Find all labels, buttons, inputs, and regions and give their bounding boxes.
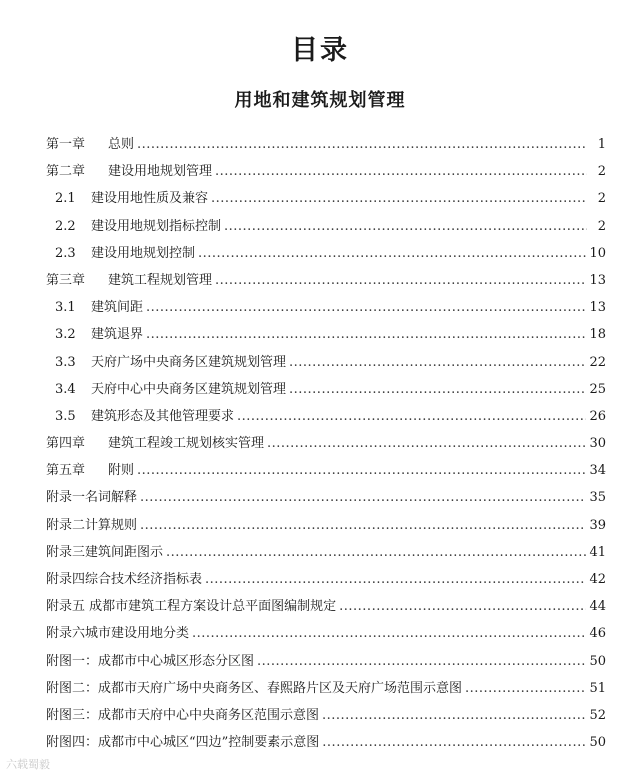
toc-dot-leader — [257, 651, 586, 672]
toc-entry-page: 13 — [589, 272, 606, 288]
toc-entry[interactable] — [46, 134, 606, 161]
toc-entry-label: 建筑形态及其他管理要求 — [91, 408, 235, 424]
toc-entry-number: 第三章 — [46, 272, 86, 288]
page-subtitle: 用地和建筑规划管理 — [234, 90, 406, 111]
toc-entry-page: 18 — [589, 327, 606, 343]
toc-dot-leader — [205, 569, 586, 590]
toc-entry-label: 天府广场中央商务区建筑规划管理 — [91, 354, 287, 370]
toc-entry-label: 附录三建筑间距图示 — [46, 544, 164, 560]
toc-entry-label: 建设用地规划管理 — [108, 164, 213, 180]
toc-entry[interactable] — [46, 460, 606, 487]
toc-dot-leader — [322, 732, 586, 753]
toc-entry[interactable] — [46, 542, 606, 569]
toc-entry-label: 建筑工程竣工规划核实管理 — [108, 436, 265, 452]
toc-entry-label: 建筑工程规划管理 — [108, 272, 213, 288]
toc-dot-leader — [137, 460, 586, 481]
toc-entry[interactable] — [46, 161, 606, 188]
toc-entry-page: 30 — [589, 436, 606, 452]
toc-dot-leader — [137, 134, 587, 155]
page-title: 目录 — [291, 35, 349, 66]
toc-entry-label: 建设用地规划指标控制 — [91, 218, 222, 234]
toc-entry-label: 附图一：成都市中心城区形态分区图 — [46, 653, 255, 669]
watermark-text: 六载蜀毅 — [6, 758, 50, 771]
toc-entry[interactable] — [46, 270, 606, 297]
toc-entry-label: 总则 — [108, 137, 135, 152]
toc-entry-number: 第四章 — [46, 436, 86, 452]
toc-dot-leader — [339, 596, 586, 617]
toc-entry-label: 天府中心中央商务区建筑规划管理 — [91, 381, 287, 397]
toc-entry-label: 附录二计算规则 — [46, 517, 138, 533]
toc-entry-page: 39 — [589, 517, 606, 533]
toc-entry-page: 25 — [589, 381, 606, 397]
toc-entry-number: 2.3 — [55, 245, 76, 261]
toc-entry-label: 建设用地性质及兼容 — [91, 191, 209, 207]
toc-entry-page: 42 — [589, 572, 606, 587]
toc-dot-leader — [192, 623, 586, 644]
toc-entry-number: 第五章 — [46, 463, 86, 479]
toc-entry-number: 3.3 — [55, 354, 76, 370]
toc-dot-leader — [322, 705, 586, 726]
toc-entry[interactable] — [46, 216, 606, 243]
toc-entry[interactable] — [46, 705, 606, 732]
toc-entry-page: 52 — [589, 707, 606, 723]
toc-entry-page: 35 — [589, 490, 606, 506]
toc-entry[interactable] — [46, 243, 606, 270]
toc-entry[interactable] — [46, 433, 606, 460]
toc-dot-leader — [146, 297, 586, 318]
toc-entry-page: 2 — [597, 218, 606, 234]
toc-entry-number: 2.1 — [55, 191, 76, 207]
toc-entry-number: 3.5 — [55, 408, 76, 424]
toc-entry[interactable] — [46, 352, 606, 379]
toc-entry-page: 2 — [597, 191, 606, 207]
toc-entry-page: 34 — [589, 463, 606, 479]
toc-entry[interactable] — [46, 623, 606, 650]
toc-entry-number: 第二章 — [46, 164, 86, 180]
toc-entry[interactable] — [46, 324, 606, 351]
toc-entry[interactable] — [46, 188, 606, 215]
toc-entry-label: 建筑退界 — [91, 327, 144, 343]
toc-entry-page: 10 — [589, 245, 606, 261]
toc-entry-page: 46 — [589, 626, 606, 642]
table-of-contents — [46, 134, 606, 759]
toc-dot-leader — [465, 678, 586, 699]
toc-entry[interactable] — [46, 732, 606, 759]
toc-entry-label: 附图四：成都市中心城区“四边”控制要素示意图 — [46, 735, 320, 751]
toc-entry-page: 2 — [597, 164, 606, 180]
toc-entry-label: 附图二：成都市天府广场中央商务区、春熙路片区及天府广场范围示意图 — [46, 680, 463, 696]
toc-entry-label: 附录一名词解释 — [46, 490, 138, 506]
toc-entry[interactable] — [46, 297, 606, 324]
toc-entry[interactable] — [46, 569, 606, 596]
toc-entry-label: 建筑间距 — [91, 300, 144, 316]
toc-entry-number: 3.1 — [55, 300, 76, 316]
toc-entry[interactable] — [46, 379, 606, 406]
toc-entry-label: 附图三：成都市天府中心中央商务区范围示意图 — [46, 707, 320, 723]
toc-dot-leader — [289, 379, 586, 400]
toc-entry-label: 建设用地规划控制 — [91, 245, 196, 261]
toc-entry-number: 3.2 — [55, 327, 76, 343]
toc-entry-label: 附录五 成都市建筑工程方案设计总平面图编制规定 — [46, 599, 337, 615]
toc-entry-label: 附录六城市建设用地分类 — [46, 626, 190, 642]
toc-entry-label: 附录四综合技术经济指标表 — [46, 572, 203, 587]
toc-dot-leader — [267, 433, 586, 454]
toc-entry-number: 3.4 — [55, 381, 76, 397]
toc-entry-page: 1 — [597, 137, 606, 152]
toc-entry[interactable] — [46, 515, 606, 542]
toc-entry[interactable] — [46, 678, 606, 705]
toc-entry-page: 50 — [589, 653, 606, 669]
toc-entry[interactable] — [46, 406, 606, 433]
toc-entry-page: 26 — [589, 408, 606, 424]
toc-dot-leader — [140, 515, 586, 536]
toc-dot-leader — [224, 216, 587, 237]
toc-dot-leader — [215, 270, 586, 291]
toc-entry-page: 13 — [589, 300, 606, 316]
toc-entry-number: 2.2 — [55, 218, 76, 234]
toc-entry-page: 50 — [589, 735, 606, 751]
toc-entry-page: 22 — [589, 354, 606, 370]
toc-entry-number: 第一章 — [46, 137, 86, 152]
toc-entry-label: 附则 — [108, 463, 135, 479]
toc-dot-leader — [237, 406, 586, 427]
toc-dot-leader — [198, 243, 586, 264]
toc-entry-page: 44 — [589, 599, 606, 615]
toc-entry-page: 41 — [589, 544, 606, 560]
toc-entry[interactable] — [46, 651, 606, 678]
toc-dot-leader — [140, 487, 586, 508]
toc-dot-leader — [215, 161, 587, 182]
toc-entry[interactable] — [46, 487, 606, 514]
toc-dot-leader — [211, 188, 587, 209]
toc-dot-leader — [146, 324, 586, 345]
toc-entry-page: 51 — [589, 680, 606, 696]
toc-dot-leader — [166, 542, 586, 563]
toc-entry[interactable] — [46, 596, 606, 623]
toc-dot-leader — [289, 352, 586, 373]
